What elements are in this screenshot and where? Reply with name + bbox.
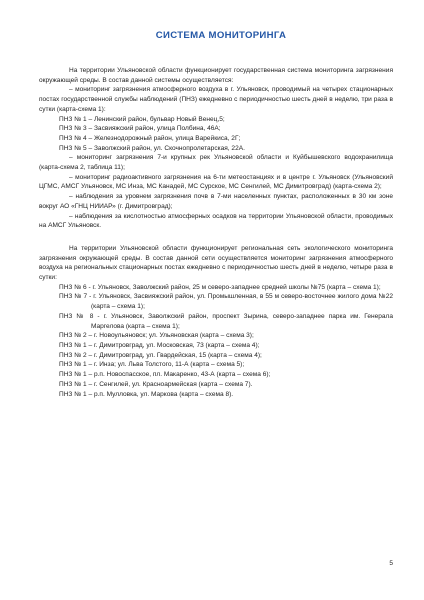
list1-item-6: – мониторинг радиоактивного загрязнения на 6-ти метеостанциях и в центре г. Ульяновск (Ульяновский ЦГМС, АМСГ Ульяновск, МС Инза, МС Канадей, МС Сурское, МС Сенгилей, МС Димитровград) (карта-схема 2);: [39, 173, 393, 191]
list1-item-1: ПНЗ № 1 – Ленинский район, бульвар Новый Венец,5;: [59, 115, 225, 123]
list1-item-0: – мониторинг загрязнения атмосферного воздуха в г. Ульяновск, проводимый на четырех стационарных постах государственной службы наблюдений (ПНЗ) ежедневно с периодичностью шесть дней в неделю, три раза в сутки (карта-схема 1):: [39, 86, 393, 113]
list1-item-5: – мониторинг загрязнения 7-и крупных рек Ульяновской области и Куйбышевского водохранилища (карта-схема 2, таблица 11);: [39, 154, 393, 172]
list1-item-8: – наблюдения за кислотностью атмосферных осадков на территории Ульяновской области, проводимых на АМСГ Ульяновск.: [39, 212, 393, 230]
list1-item-7: – наблюдения за уровнем загрязнения почв в 7-ми населенных пунктах, расположенных в 30 км зоне вокруг АО «ГНЦ НИИАР» (г. Димитровград);: [39, 193, 393, 210]
list2-item-2: ПНЗ № 8 - г. Ульяновск, Заволжский район, проспект Зырина, северо-западнее парка им. Генерала Маргелова (карта – схема 1);: [59, 312, 393, 330]
list2-item-5: ПНЗ № 2 – г. Димитровград, ул. Гвардейская, 15 (карта – схема 4);: [59, 351, 262, 359]
list2-item-0: ПНЗ № 6 - г. Ульяновск, Заволжский район, 25 м северо-западнее средней школы №75 (карта – схема 1);: [59, 283, 381, 291]
intro-paragraph-2: На территории Ульяновской области функционирует региональная сеть экологического мониторинга загрязнения окружающей среды. В состав данной сети осуществляется мониторинг загрязнения атмосферного воздуха на региональных стационарных постах ежедневно с периодичностью шесть дней в неделю, четыре раза в сутки:: [39, 244, 393, 282]
list2-item-1: ПНЗ № 7 - г. Ульяновск, Засвияжский район, ул. Промышленная, в 55 м северо-восточнее жилого дома №22 (карта – схема 1);: [59, 293, 393, 311]
list1-item-3: ПНЗ № 4 – Железнодорожный район, улица Варейкиса, 2Г;: [59, 134, 241, 142]
list2-item-9: ПНЗ № 1 – р.п. Мулловка, ул. Маркова (карта – схема 8).: [59, 390, 234, 398]
list1-item-4: ПНЗ № 5 – Заволжский район, ул. Скочнопролетарская, 22А.: [59, 144, 245, 152]
list2-item-6: ПНЗ № 1 – г. Инза; ул. Льва Толстого, 11-А (карта – схема 5);: [59, 361, 245, 369]
list2-item-4: ПНЗ № 1 – г. Димитровград, ул. Московская, 73 (карта – схема 4);: [59, 341, 260, 349]
intro-paragraph-1: На территории Ульяновской области функционирует государственная система мониторинга загрязнения окружающей среды. В состав данной системы осуществляется:: [39, 67, 393, 84]
page-number: 5: [389, 560, 393, 567]
page-title: СИСТЕМА МОНИТОРИНГА: [155, 30, 287, 41]
list2-item-8: ПНЗ № 1 – г. Сенгилей, ул. Красноармейская (карта – схема 7).: [59, 380, 253, 388]
list2-item-7: ПНЗ № 1 – р.п. Новоспасское, пл. Макаренко, 43-А (карта – схема 6);: [59, 371, 271, 379]
section-gap: [39, 231, 393, 244]
list1-item-2: ПНЗ № 3 – Засвияжский район, улица Полбина, 46А;: [59, 125, 221, 133]
list2-item-3: ПНЗ № 2 – г. Новоульяновск; ул. Ульяновская (карта – схема 3);: [59, 332, 254, 340]
